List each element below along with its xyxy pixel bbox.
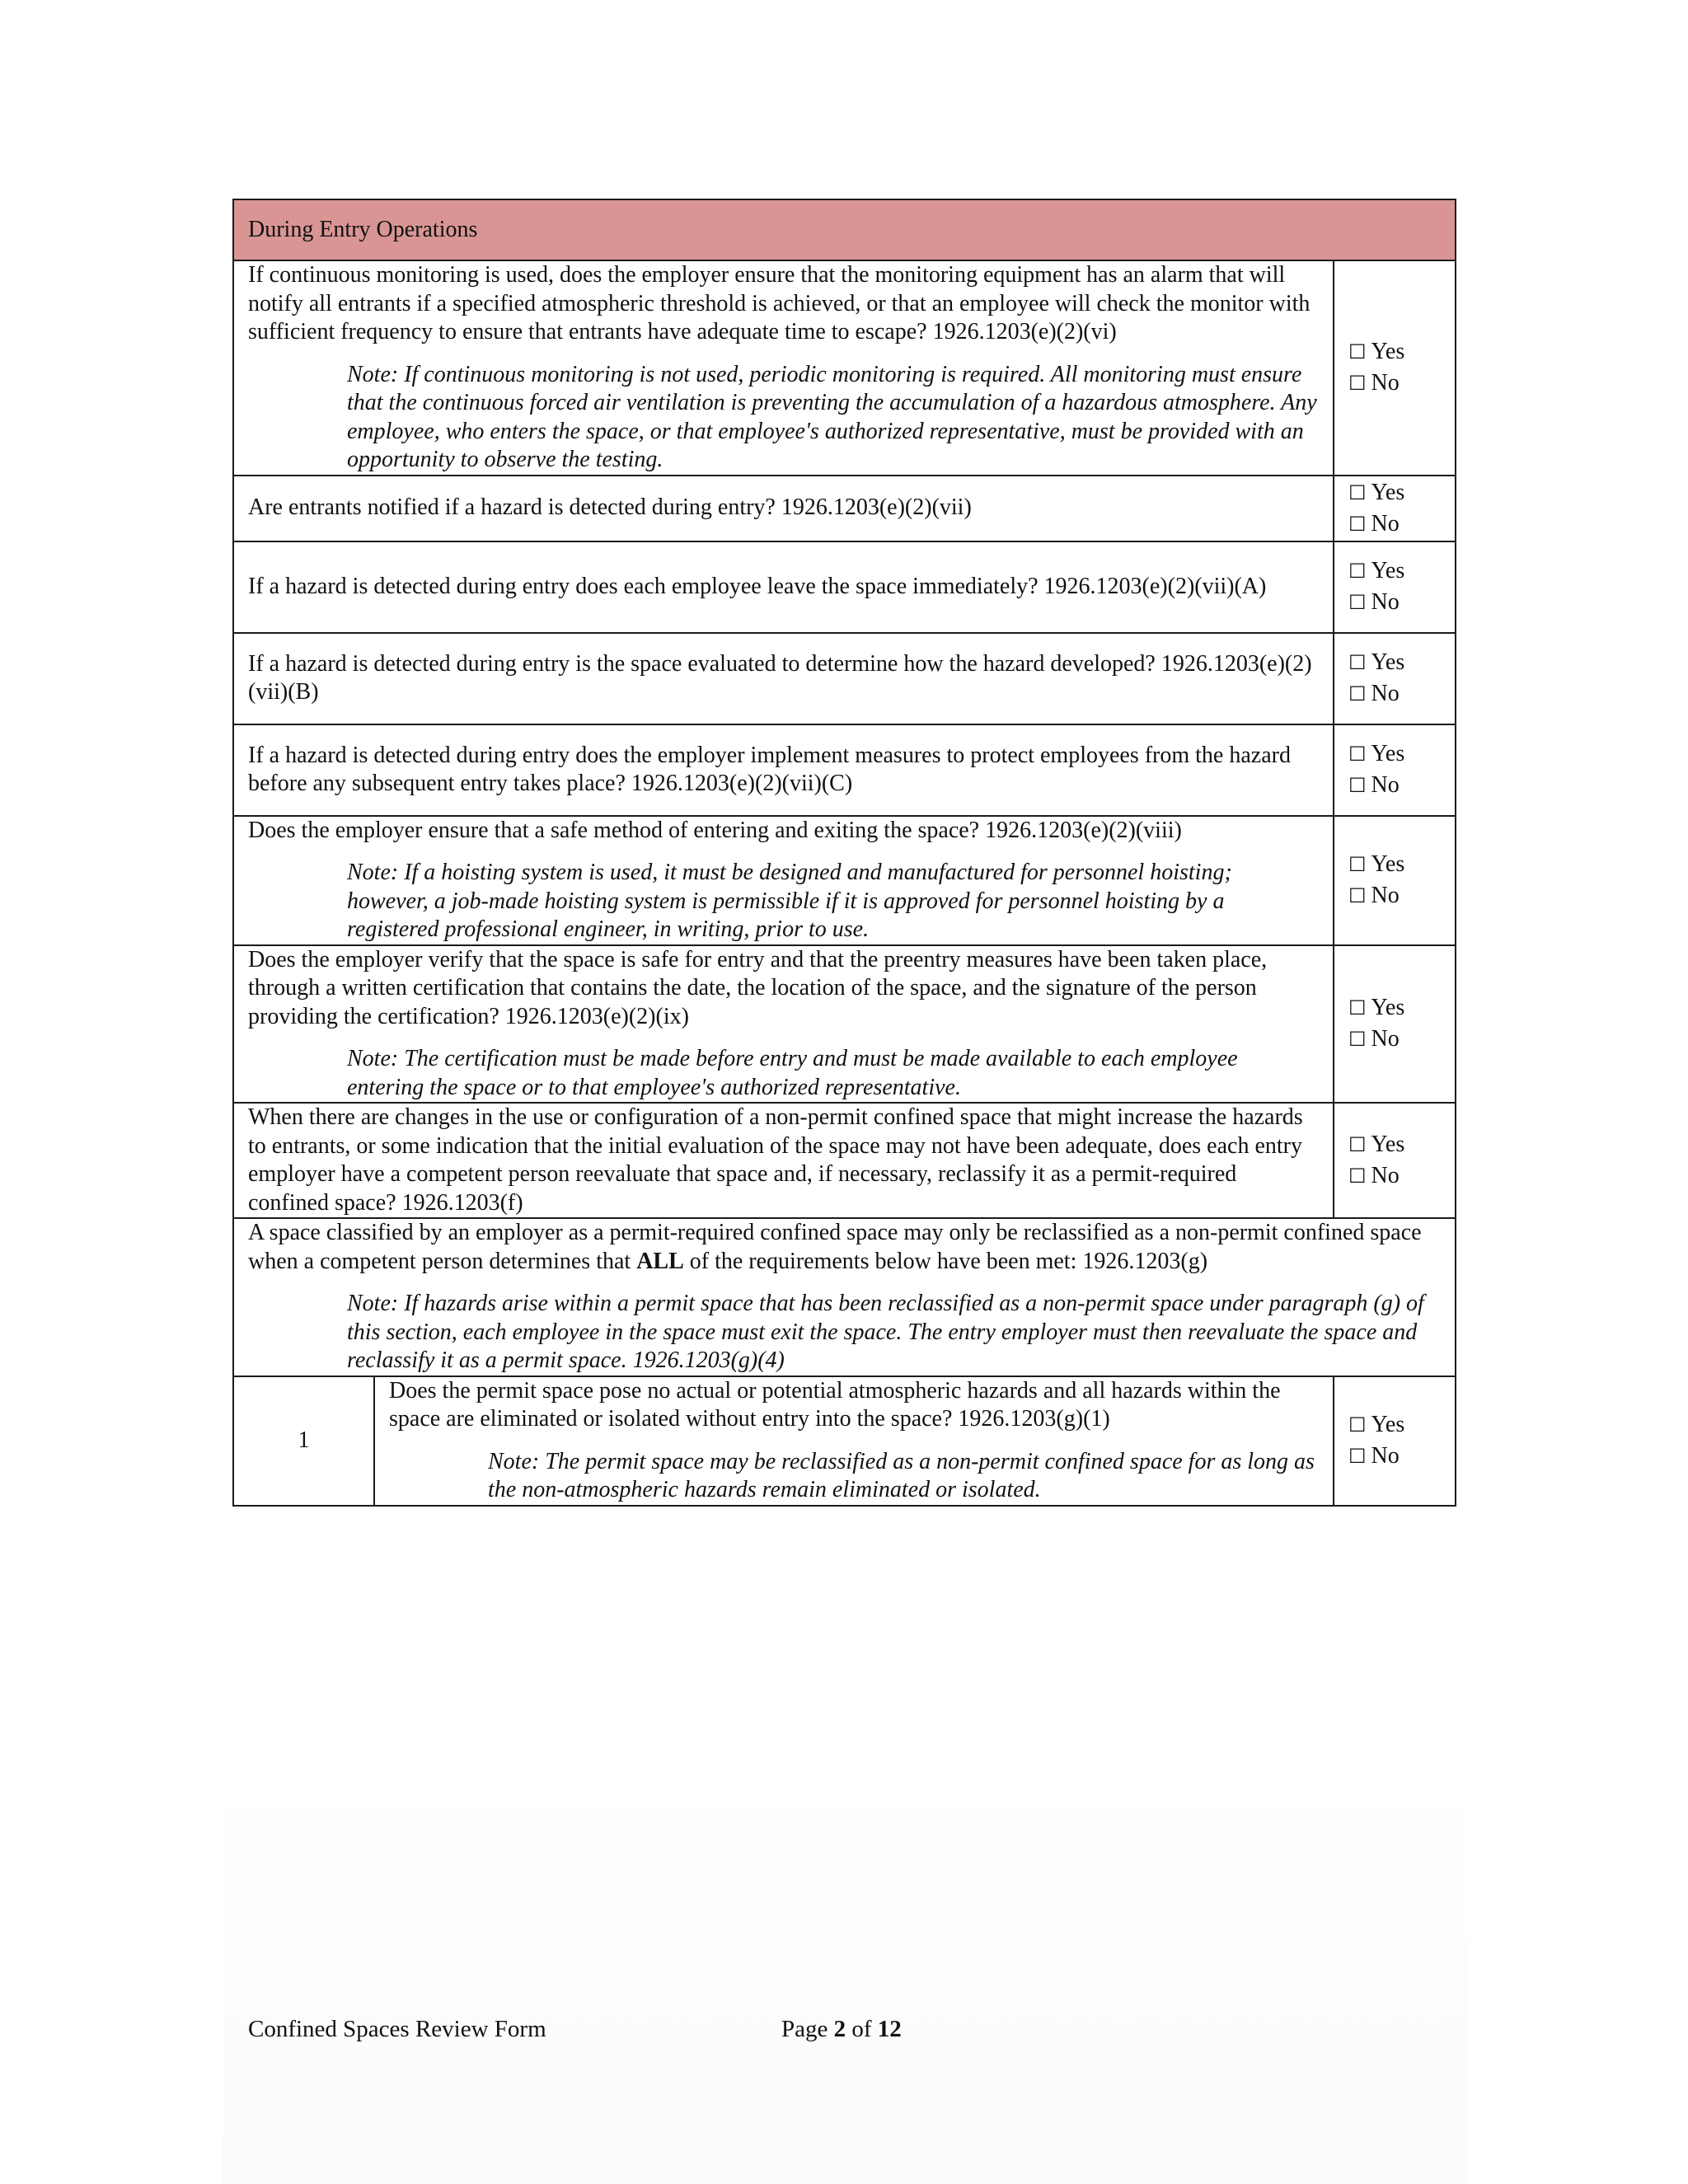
no-option[interactable] <box>1348 1024 1441 1055</box>
reclassification-text: A space classified by an employer as a permit-required confined space may only be reclassified as a non-permit confined space when a competent person determines that ALL of the requirements below have been met: 1926.1203(g) <box>248 1220 1422 1274</box>
yes-label: Yes <box>1371 1132 1405 1157</box>
question-text: If a hazard is detected during entry does the employer implement measures to protect employees from the hazard before any subsequent entry takes place? 1926.1203(e)(2)(vii)(C) <box>248 742 1291 796</box>
question-cell <box>233 260 1334 476</box>
yes-no-cell <box>1334 633 1456 724</box>
section-header-row <box>233 199 1456 260</box>
checkbox-icon[interactable]: ☐ <box>1348 743 1367 766</box>
question-cell <box>233 945 1334 1104</box>
footer-page-number: Page 2 of 12 <box>781 2016 902 2042</box>
question-note: Note: If a hoisting system is used, it must be designed and manufactured for personnel hoisting; however, a job-made hoisting system is permissible if it is approved for personnel hoisting by a registered professional engineer, in writing, prior to use. <box>347 860 1232 942</box>
no-label: No <box>1371 589 1400 615</box>
yes-option[interactable] <box>1348 738 1441 770</box>
yes-no-cell <box>1334 260 1456 476</box>
question-cell <box>374 1376 1334 1506</box>
yes-label: Yes <box>1371 1412 1405 1437</box>
yes-no-cell <box>1334 816 1456 945</box>
yes-no-cell <box>1334 724 1456 816</box>
checkbox-icon[interactable]: ☐ <box>1348 774 1367 797</box>
no-option[interactable] <box>1348 678 1441 710</box>
no-option[interactable] <box>1348 368 1441 399</box>
question-row <box>233 260 1456 476</box>
checkbox-icon[interactable]: ☐ <box>1348 853 1367 876</box>
checkbox-icon[interactable]: ☐ <box>1348 512 1367 536</box>
yes-no-cell <box>1334 476 1456 541</box>
total-pages: 12 <box>877 2016 902 2042</box>
question-cell <box>233 633 1334 724</box>
yes-label: Yes <box>1371 558 1405 583</box>
question-text: If a hazard is detected during entry does each employee leave the space immediately? 1926.1203(e)(2)(vii)(A) <box>248 573 1267 599</box>
no-option[interactable] <box>1348 1160 1441 1192</box>
reclassification-row <box>233 1218 1456 1376</box>
no-option[interactable] <box>1348 880 1441 912</box>
question-note: Note: If continuous monitoring is not used, periodic monitoring is required. All monitoring must ensure that the continuous forced air ventilation is preventing the accumulation of a hazardous atmosphere. Any employee, who enters the space, or that employee's authorized representative, must be provided with an opportunity to observe the testing. <box>347 361 1317 472</box>
yes-option[interactable] <box>1348 336 1441 368</box>
yes-option[interactable] <box>1348 849 1441 880</box>
yes-option[interactable] <box>1348 555 1441 587</box>
question-row <box>233 1103 1456 1218</box>
question-cell <box>233 476 1334 541</box>
yes-label: Yes <box>1371 741 1405 766</box>
no-option[interactable] <box>1348 770 1441 801</box>
page-background-shade <box>223 1764 1467 2184</box>
checkbox-icon[interactable]: ☐ <box>1348 1413 1367 1436</box>
no-label: No <box>1371 883 1400 908</box>
footer-form-name: Confined Spaces Review Form <box>248 2016 546 2042</box>
checkbox-icon[interactable]: ☐ <box>1348 1133 1367 1156</box>
yes-option[interactable] <box>1348 1409 1441 1441</box>
no-label: No <box>1371 370 1400 396</box>
reclassification-note: Note: If hazards arise within a permit space that has been reclassified as a non-permit space under paragraph (g) of this section, each employee in the space must exit the space. The entry employer must then reevaluate the space and reclassify it as a permit space. 1926.1203(g)(4) <box>347 1291 1424 1373</box>
checkbox-icon[interactable]: ☐ <box>1348 651 1367 674</box>
yes-label: Yes <box>1371 851 1405 877</box>
yes-no-cell <box>1334 541 1456 633</box>
yes-no-cell <box>1334 945 1456 1104</box>
yes-label: Yes <box>1371 479 1405 505</box>
question-text: If continuous monitoring is used, does the employer ensure that the monitoring equipment has an alarm that will notify all entrants if a specified atmospheric threshold is achieved, or that an employee will check the monitor with sufficient frequency to ensure that entrants have adequate time to escape? 1926.1203(e)(2)(vi) <box>248 262 1311 344</box>
no-option[interactable] <box>1348 509 1441 540</box>
requirement-row <box>233 1376 1456 1506</box>
checkbox-icon[interactable]: ☐ <box>1348 372 1367 396</box>
reclassification-cell <box>233 1218 1456 1376</box>
question-note: Note: The permit space may be reclassified as a non-permit confined space for as long as the non-atmospheric hazards remain eliminated or isolated. <box>488 1448 1315 1502</box>
question-note: Note: The certification must be made before entry and must be made available to each employee entering the space or to that employee's authorized representative. <box>347 1046 1238 1100</box>
question-cell <box>233 1103 1334 1218</box>
emphasis-all: ALL <box>636 1248 684 1274</box>
no-label: No <box>1371 1026 1400 1052</box>
checkbox-icon[interactable]: ☐ <box>1348 1028 1367 1052</box>
yes-label: Yes <box>1371 649 1405 675</box>
checkbox-icon[interactable]: ☐ <box>1348 1165 1367 1188</box>
question-cell <box>233 816 1334 945</box>
question-row <box>233 633 1456 724</box>
question-row <box>233 945 1456 1104</box>
yes-option[interactable] <box>1348 992 1441 1024</box>
current-page: 2 <box>833 2016 846 2042</box>
no-option[interactable] <box>1348 587 1441 618</box>
review-form-table <box>232 199 1456 1507</box>
yes-option[interactable] <box>1348 1129 1441 1160</box>
no-label: No <box>1371 510 1400 537</box>
question-cell <box>233 724 1334 816</box>
question-row <box>233 724 1456 816</box>
question-text: When there are changes in the use or configuration of a non-permit confined space that might increase the hazards to entrants, or some indication that the initial evaluation of the space may not have been adequate, does each entry employer have a competent person reevaluate that space and, if necessary, reclassify it as a permit-required confined space? 1926.1203(f) <box>248 1104 1303 1216</box>
question-text: Does the employer verify that the space is safe for entry and that the preentry measures have been taken place, through a written certification that contains the date, the location of the space, and the signature of the person providing the certification? 1926.1203(e)(2)(ix) <box>248 946 1268 1029</box>
requirement-number: 1 <box>233 1376 374 1506</box>
yes-option[interactable] <box>1348 477 1441 509</box>
yes-label: Yes <box>1371 339 1405 365</box>
question-cell <box>233 541 1334 633</box>
question-row <box>233 476 1456 541</box>
yes-no-cell <box>1334 1376 1456 1506</box>
no-label: No <box>1371 772 1400 798</box>
no-label: No <box>1371 1443 1400 1469</box>
checkbox-icon[interactable]: ☐ <box>1348 1445 1367 1468</box>
no-label: No <box>1371 1163 1400 1188</box>
question-text: Does the permit space pose no actual or potential atmospheric hazards and all hazards within the space are eliminated or isolated without entry into the space? 1926.1203(g)(1) <box>389 1377 1281 1432</box>
checkbox-icon[interactable]: ☐ <box>1348 560 1367 583</box>
question-text: Does the employer ensure that a safe method of entering and exiting the space? 1926.1203(e)(2)(viii) <box>248 817 1182 843</box>
checkbox-icon[interactable]: ☐ <box>1348 884 1367 907</box>
yes-option[interactable] <box>1348 647 1441 678</box>
checkbox-icon[interactable]: ☐ <box>1348 591 1367 614</box>
checkbox-icon[interactable]: ☐ <box>1348 340 1367 364</box>
yes-no-cell <box>1334 1103 1456 1218</box>
question-text: Are entrants notified if a hazard is detected during entry? 1926.1203(e)(2)(vii) <box>248 494 972 521</box>
checkbox-icon[interactable]: ☐ <box>1348 682 1367 705</box>
section-header: During Entry Operations <box>233 199 1456 260</box>
no-option[interactable] <box>1348 1441 1441 1472</box>
checkbox-icon[interactable]: ☐ <box>1348 480 1367 504</box>
question-row <box>233 816 1456 945</box>
yes-label: Yes <box>1371 995 1405 1021</box>
no-label: No <box>1371 681 1400 706</box>
question-text: If a hazard is detected during entry is the space evaluated to determine how the hazard developed? 1926.1203(e)(2)(vii)(B) <box>248 650 1312 705</box>
checkbox-icon[interactable]: ☐ <box>1348 996 1367 1020</box>
question-row <box>233 541 1456 633</box>
